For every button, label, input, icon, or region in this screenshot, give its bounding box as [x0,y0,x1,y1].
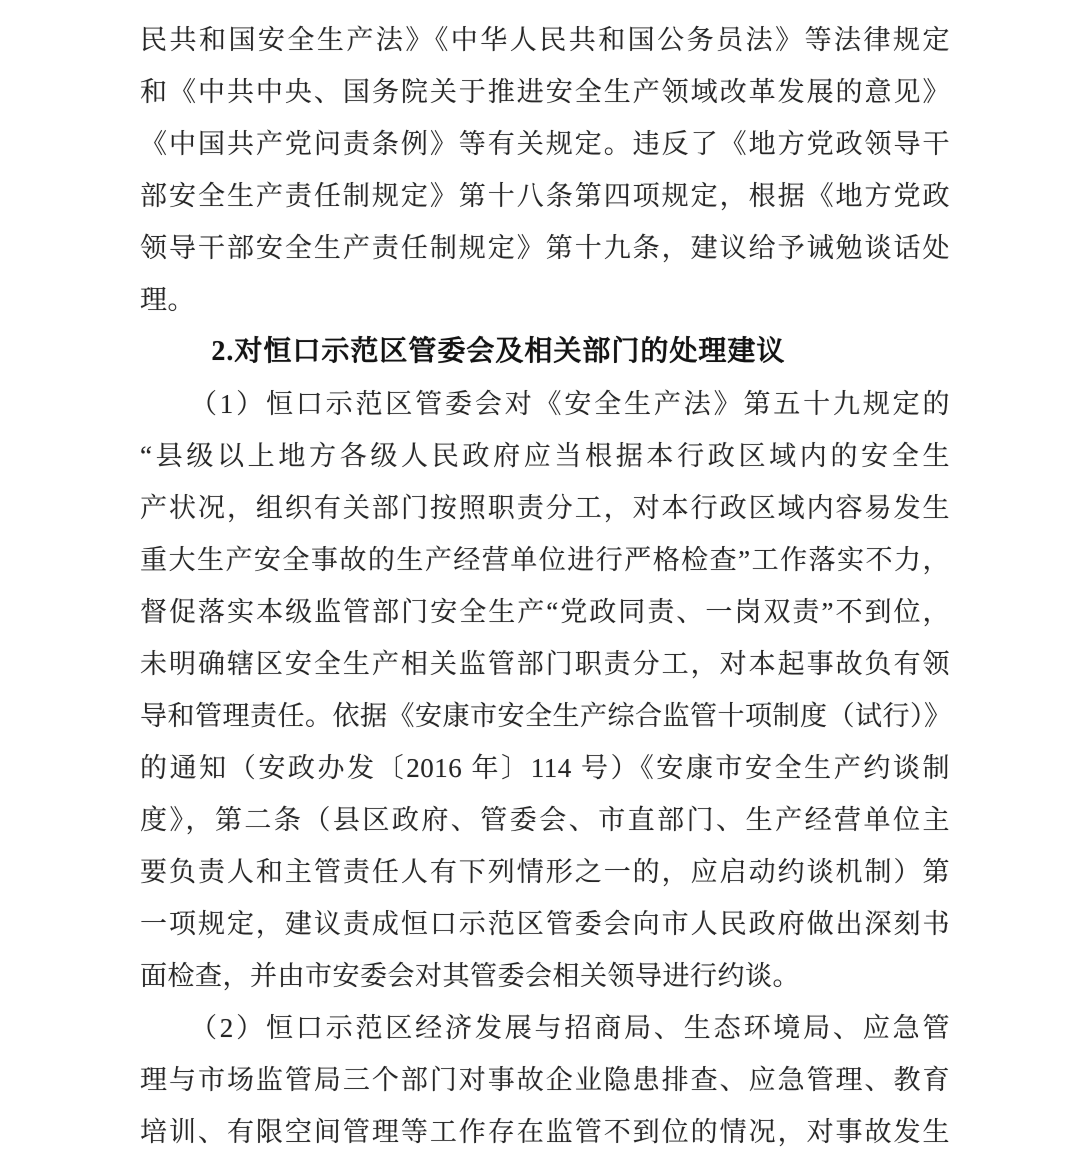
item-2-paragraph [140,1002,950,1158]
text-line: 理与市场监管局三个部门对事故企业隐患排查、应急管理、教育 [140,1065,950,1095]
text-line: （1）恒口示范区管委会对《安全生产法》第五十九规定的 [189,389,950,419]
text-line: 民共和国安全生产法》《中华人民共和国公务员法》等法律规定 [140,25,950,55]
text-line: 和《中共中央、国务院关于推进安全生产领域改革发展的意见》 [140,77,950,107]
text-line: 重大生产安全事故的生产经营单位进行严格检查”工作落实不力， [140,545,950,575]
text-line: 部安全生产责任制规定》第十八条第四项规定，根据《地方党政 [140,181,950,211]
text-line: 《中国共产党问责条例》等有关规定。违反了《地方党政领导干 [140,129,950,159]
text-line: 培训、有限空间管理等工作存在监管不到位的情况，对事故发生 [140,1117,950,1147]
section-heading: 2.对恒口示范区管委会及相关部门的处理建议 [211,336,786,367]
text-line: 督促落实本级监管部门安全生产“党政同责、一岗双责”不到位， [140,597,950,627]
continuation-paragraph [140,14,950,326]
text-line: 度》，第二条（县区政府、管委会、市直部门、生产经营单位主 [140,805,950,835]
text-line: 导和管理责任。依据《安康市安全生产综合监管十项制度（试行）》 [140,701,952,731]
text-line: “县级以上地方各级人民政府应当根据本行政区域内的安全生 [140,441,950,471]
item-1-paragraph [140,378,950,1002]
text-line: 领导干部安全生产责任制规定》第十九条，建议给予诫勉谈话处 [140,233,950,263]
text-line: 理。 [140,285,195,315]
text-line: 产状况，组织有关部门按照职责分工，对本行政区域内容易发生 [140,493,950,523]
text-line: 未明确辖区安全生产相关监管部门职责分工，对本起事故负有领 [140,649,950,679]
text-line: 的通知（安政办发〔2016 年〕114 号）《安康市安全生产约谈制 [140,753,950,783]
text-line: 面检查，并由市安委会对其管委会相关领导进行约谈。 [140,961,800,991]
text-line: 要负责人和主管责任人有下列情形之一的，应启动约谈机制）第 [140,857,950,887]
text-line: （2）恒口示范区经济发展与招商局、生态环境局、应急管 [189,1013,950,1043]
text-line: 一项规定，建议责成恒口示范区管委会向市人民政府做出深刻书 [140,909,950,939]
